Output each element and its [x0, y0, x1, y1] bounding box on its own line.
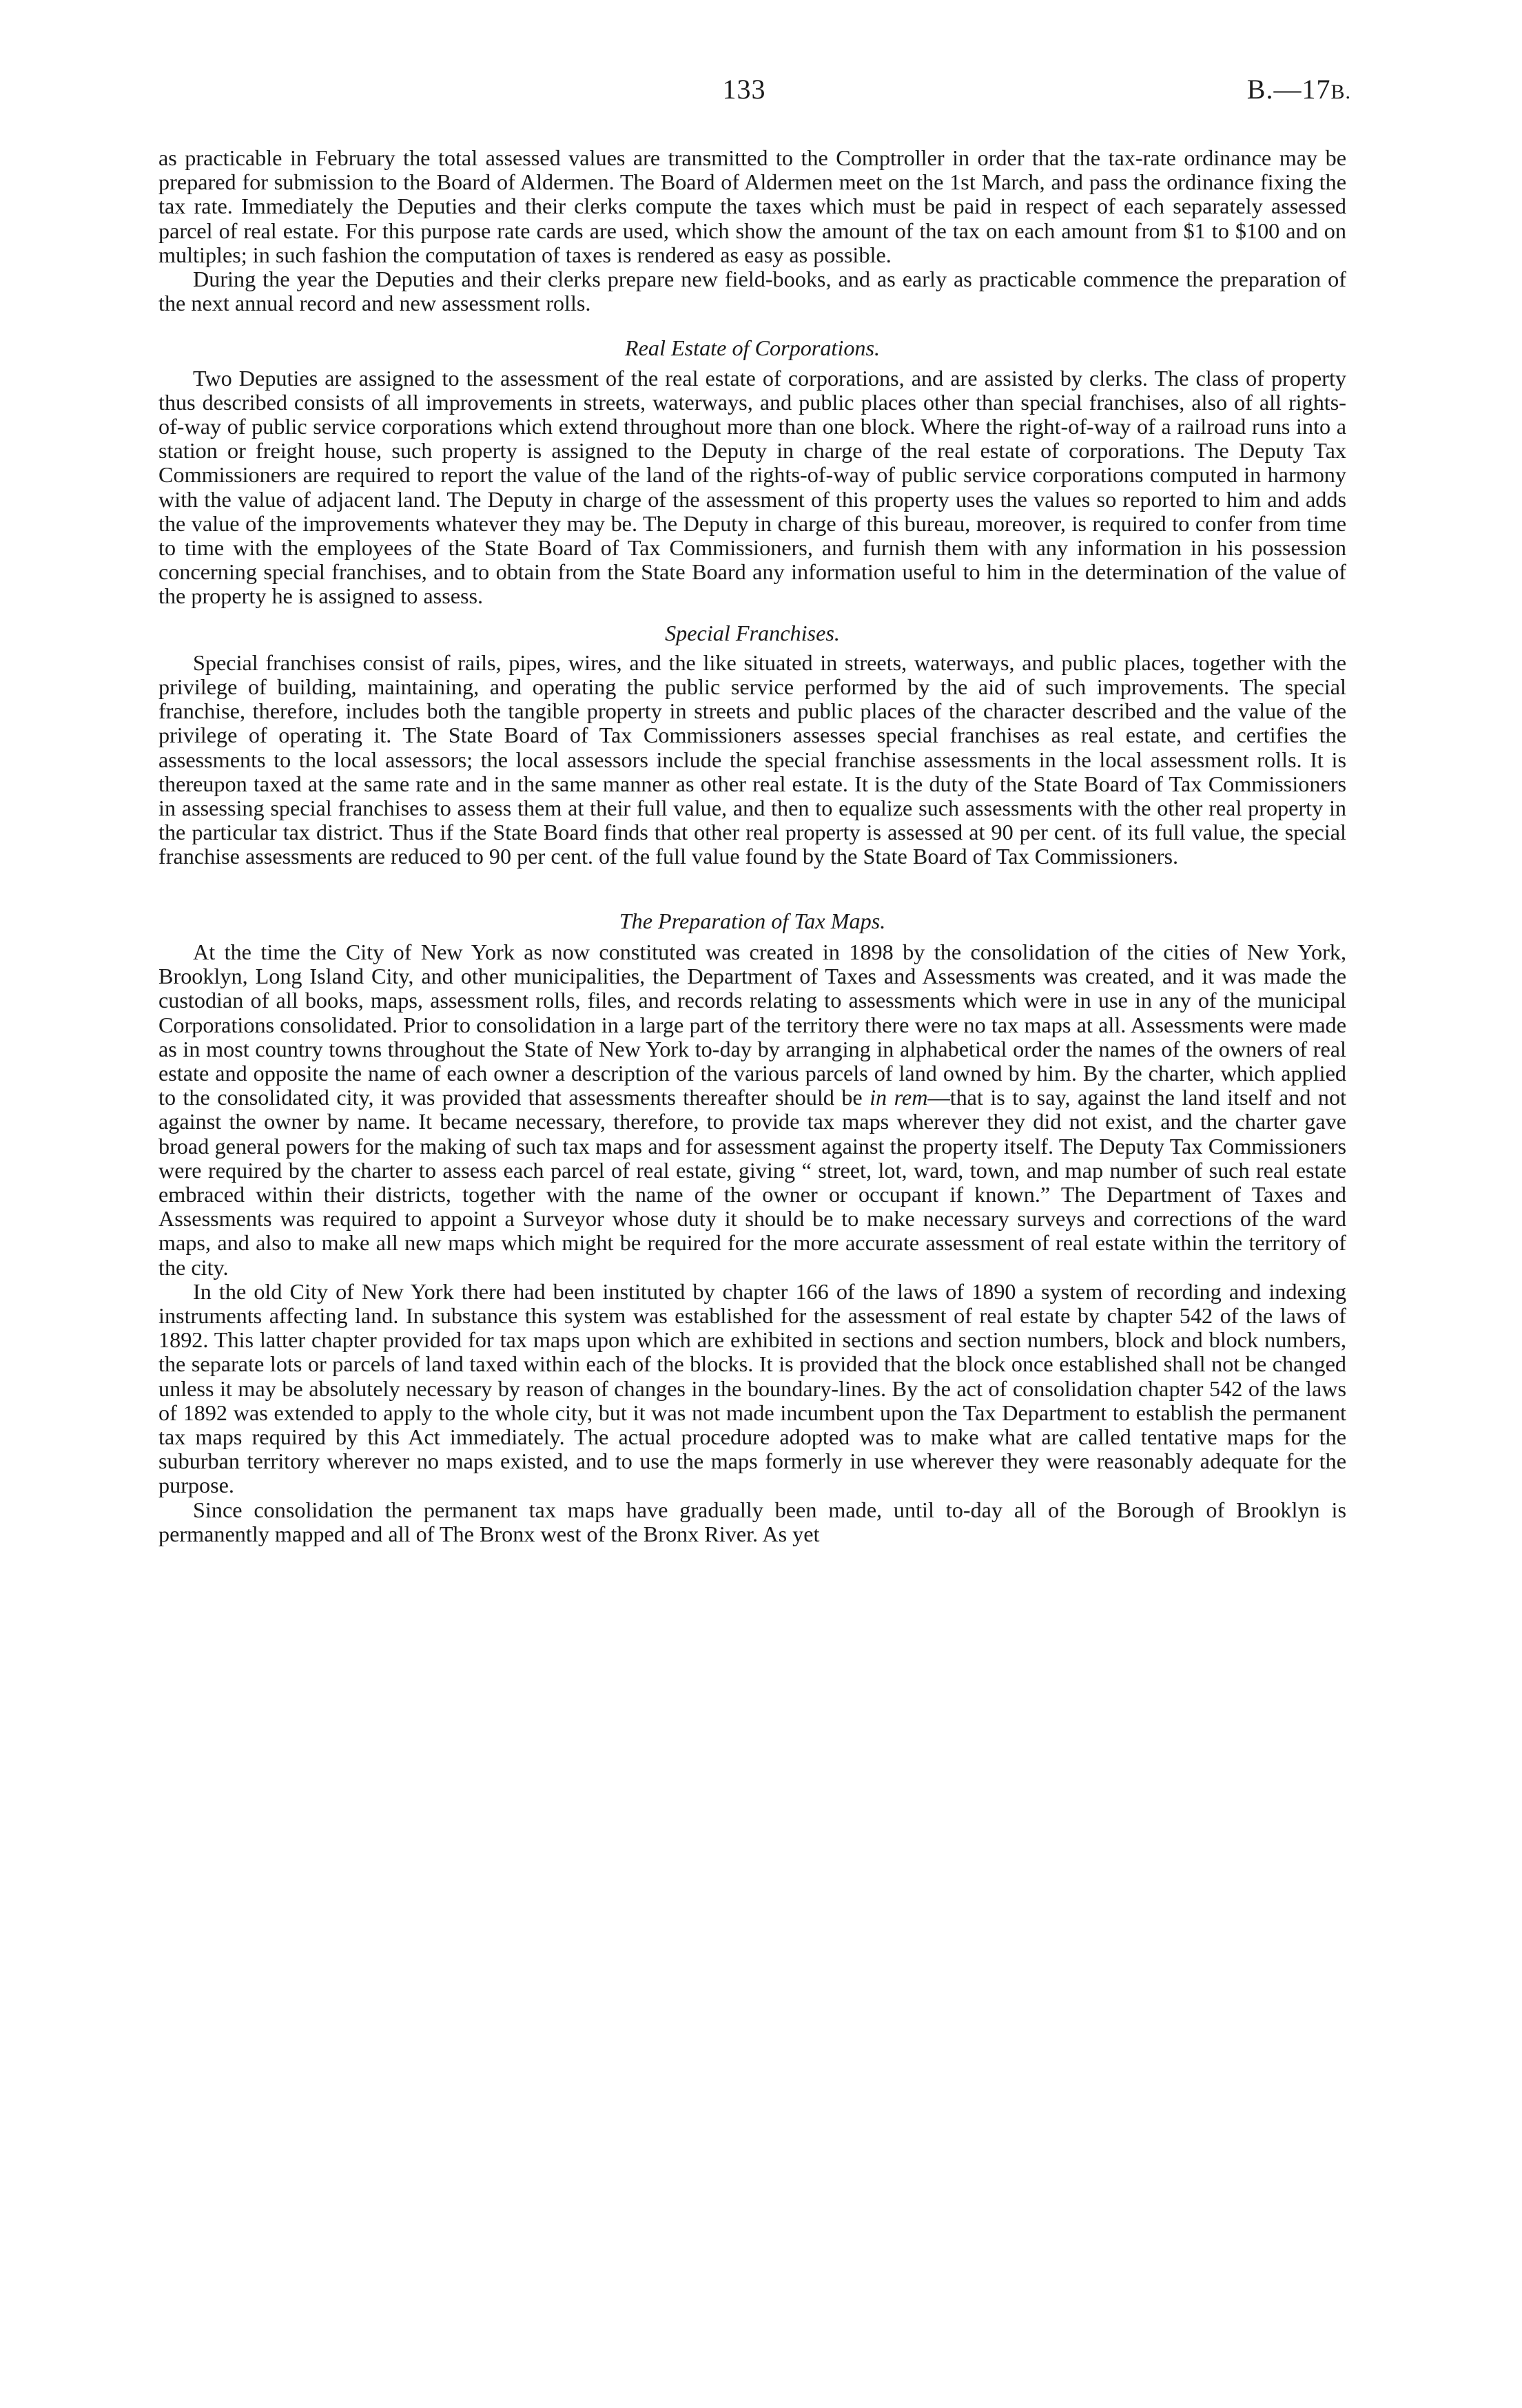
paragraph-tax-rate-continuation: as practicable in February the total assessed values are transmitted to the Comptroller in order that the tax-rate ordinance may be prepared for submission to the Board of Aldermen. The Board of Aldermen meet on the 1st March, and pass the ordinance fixing the tax rate. Immediately the Deputies and their clerks compute the taxes which must be paid in respect of each separately assessed parcel of real estate. For this purpose rate cards are used, which show the amount of the tax on each amount from $1 to $100 and on multiples; in such fashion the computation of taxes is rendered as easy as possible.	[158, 145, 1346, 267]
paragraph-consolidation-text-a: At the time the City of New York as now constituted was created in 1898 by the consolidation of the cities of New York, Brooklyn, Long Island City, and other municipalities, the Department of Taxes and Assessments was created, and it was made the custodian of all books, maps, assessment rolls, files, and records relating to assessments which were in use in any of the municipal Corporations consolidated. Prior to consolidation in a large part of the territory there were no tax maps at all. Assessments were made as in most country towns throughout the State of New York to-day by arranging in alphabetical order the names of the owners of real estate and opposite the name of each owner a description of the various parcels of land owned by him. By the charter, which applied to the consolidated city, it was provided that assessments thereafter should be	[158, 939, 1346, 1110]
paragraph-consolidation-text-b: —that is to say, against the land itself and not against the owner by name. It became necessary, therefore, to provide tax maps wherever they did not exist, and the charter gave broad general powers for the making of such tax maps and for assessment against the property itself. The Deputy Tax Commissioners were required by the charter to assess each parcel of real estate, giving “ street, lot, ward, town, and map number of such real estate embraced within their districts, together with the name of the owner or occupant if known.” The Department of Taxes and Assessments was required to appoint a Surveyor whose duty it should be to make necessary surveys and corrections of the ward maps, and also to make all new maps which might be required for the more accurate assessment of real estate within the territory of the city.	[158, 1085, 1346, 1280]
document-reference-main: B.—17	[1246, 74, 1331, 105]
paragraph-special-franchises: Special franchises consist of rails, pipes, wires, and the like situated in streets, waterways, and public places, together with the privilege of building, maintaining, and operating the public service performed by the aid of such improvements. The special franchise, therefore, includes both the tangible property in streets and public places of the character described and the value of the privilege of operating it. The State Board of Tax Commissioners assesses special franchises as real estate, and certifies the assessments to the local assessors; the local assessors include the special franchise assessments in the local assessment rolls. It is thereupon taxed at the same rate and in the same manner as other real estate. It is the duty of the State Board of Tax Commissioners in assessing special franchises to assess them at their full value, and then to equalize such assessments with the other real property in the particular tax district. Thus if the State Board finds that other real property is assessed at 90 per cent. of its full value, the special franchise assessments are reduced to 90 per cent. of the full value found by the State Board of Tax Commissioners.	[158, 650, 1346, 869]
paragraph-consolidation-in-rem: in rem	[870, 1085, 928, 1110]
document-reference	[1247, 73, 1351, 105]
paragraph-real-estate-of-corporations: Two Deputies are assigned to the assessment of the real estate of corporations, and are assisted by clerks. The class of property thus described consists of all improvements in streets, waterways, and public places other than special franchises, also of all rights-of-way of public service corporations which extend throughout more than one block. Where the right-of-way of a railroad runs into a station or freight house, such property is assigned to the Deputy in charge of the real estate of corporations. The Deputy Tax Commissioners are required to report the value of the land of the rights-of-way of public service corporations computed in harmony with the value of adjacent land. The Deputy in charge of the assessment of this property uses the values so reported to him and adds the value of the improvements whatever they may be. The Deputy in charge of this bureau, moreover, is required to confer from time to time with the employees of the State Board of Tax Commissioners, and furnish them with any information in his possession concerning special franchises, and to obtain from the State Board any information useful to him in the determination of the value of the property he is assigned to assess.	[158, 365, 1346, 609]
paragraph-field-books: During the year the Deputies and their clerks prepare new field-books, and as early as practicable commence the preparation of the next annual record and new assessment rolls.	[158, 267, 1346, 316]
document-reference-suffix: B.	[1330, 81, 1351, 103]
page-number: 133	[722, 74, 766, 105]
heading-real-estate-of-corporations: Real Estate of Corporations.	[624, 335, 881, 361]
paragraph-old-city-system: In the old City of New York there had been instituted by chapter 166 of the laws of 1890 a system of recording and indexing instruments affecting land. In substance this system was established for the assessment of real estate by chapter 542 of the laws of 1892. This latter chapter provided for tax maps upon which are exhibited in sections and section numbers, block and block numbers, the separate lots or parcels of land taxed within each of the blocks. It is provided that the block once established shall not be changed unless it may be absolutely necessary by reason of changes in the boundary-lines. By the act of consolidation chapter 542 of the laws of 1892 was extended to apply to the whole city, but it was not made incumbent upon the Tax Department to establish the permanent tax maps required by this Act immediately. The actual procedure adopted was to make what are called tentative maps for the suburban territory wherever no maps existed, and to use the maps formerly in use wherever they were reasonably adequate for the purpose.	[158, 1278, 1346, 1498]
body-text	[158, 146, 1346, 1546]
paragraph-consolidation-1898	[158, 940, 1346, 1280]
paragraph-permanent-tax-maps: Since consolidation the permanent tax maps have gradually been made, until to-day all of the Borough of Brooklyn is permanently mapped and all of The Bronx west of the Bronx River. As yet	[158, 1497, 1346, 1546]
heading-preparation-of-tax-maps: The Preparation of Tax Maps.	[619, 908, 886, 933]
heading-special-franchises: Special Franchises.	[665, 620, 840, 645]
